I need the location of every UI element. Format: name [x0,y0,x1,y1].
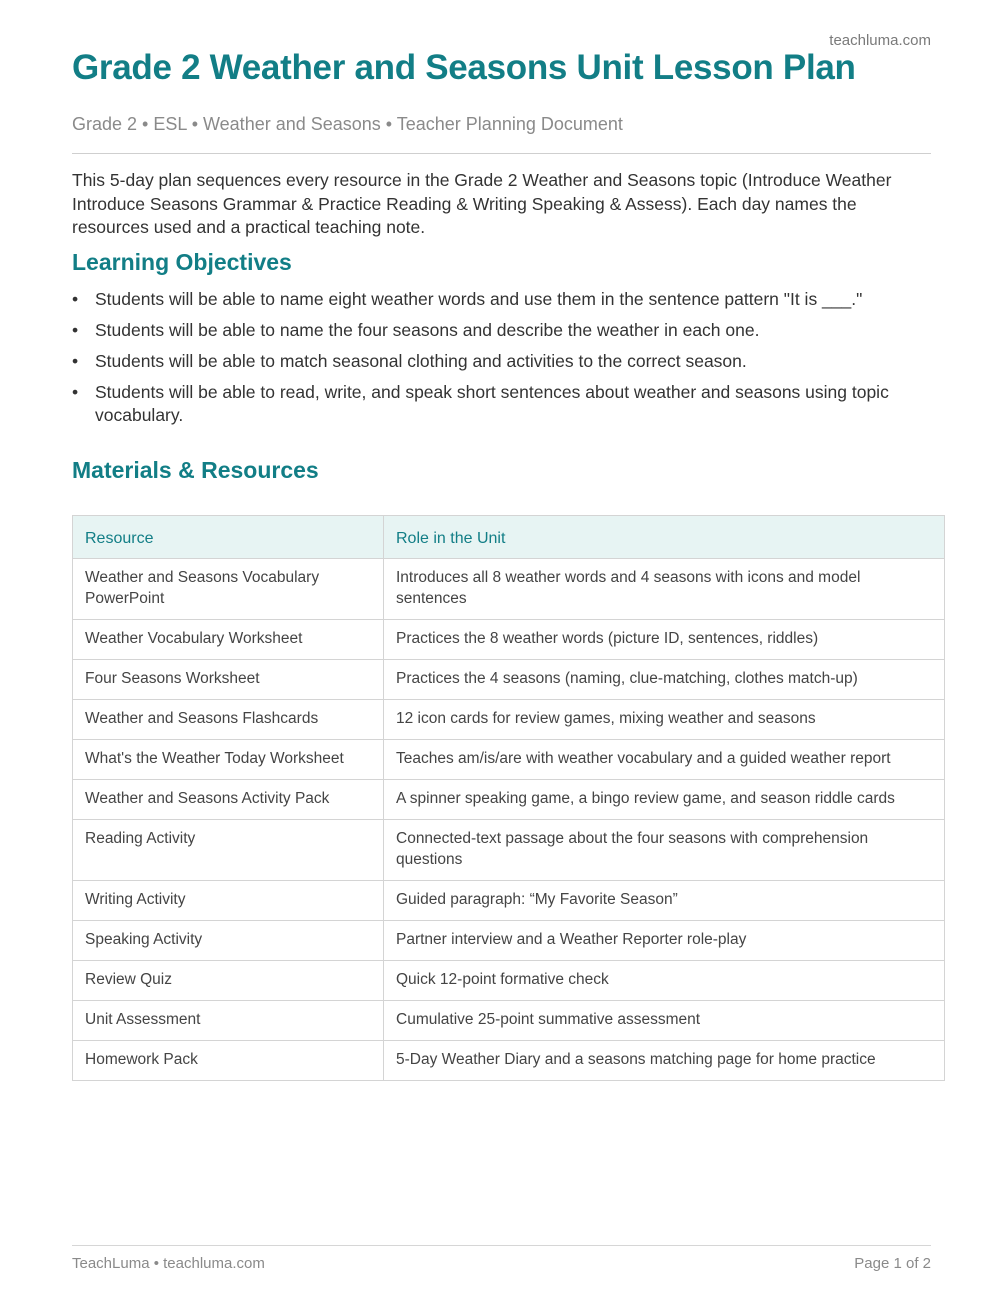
resources-table [72,515,945,1081]
objective-text: Students will be able to name eight weather words and use them in the sentence pattern "It is ___." [95,289,863,309]
role-cell: Introduces all 8 weather words and 4 seasons with icons and model sentences [384,559,945,620]
table-row [73,881,945,921]
role-cell: Connected-text passage about the four seasons with comprehension questions [384,820,945,881]
site-url: teachluma.com [829,32,931,49]
column-header-role: Role in the Unit [384,516,945,559]
role-cell: Partner interview and a Weather Reporter role-play [384,921,945,961]
resource-cell: Weather Vocabulary Worksheet [73,620,384,660]
objective-text: Students will be able to name the four seasons and describe the weather in each one. [95,320,760,340]
objective-text: Students will be able to read, write, and speak short sentences about weather and seasons using topic vocabulary. [95,382,889,425]
objective-text: Students will be able to match seasonal clothing and activities to the correct season. [95,351,747,371]
objective-item [72,288,932,311]
role-cell: 5-Day Weather Diary and a seasons matching page for home practice [384,1041,945,1081]
table-row [73,740,945,780]
resource-cell: Unit Assessment [73,1001,384,1041]
intro-paragraph: This 5-day plan sequences every resource in the Grade 2 Weather and Seasons topic (Introduce Weather Introduce Seasons Grammar & Practice Reading & Writing Speaking & Assess). Each day names the resources used and a practical teaching note. [72,170,892,237]
page-title: Grade 2 Weather and Seasons Unit Lesson Plan [72,48,856,87]
role-cell: A spinner speaking game, a bingo review game, and season riddle cards [384,780,945,820]
resource-cell: Reading Activity [73,820,384,881]
objective-item [72,381,932,427]
table-row [73,921,945,961]
resource-cell: Weather and Seasons Flashcards [73,700,384,740]
table-row [73,1041,945,1081]
resource-cell: Homework Pack [73,1041,384,1081]
bullet-icon: • [72,382,79,402]
role-cell: Quick 12-point formative check [384,961,945,1001]
table-header-row [73,516,945,559]
table-row [73,700,945,740]
table-row [73,961,945,1001]
objective-item [72,319,932,342]
table-row [73,780,945,820]
resource-cell: What's the Weather Today Worksheet [73,740,384,780]
column-header-resource: Resource [73,516,384,559]
table-row [73,559,945,620]
bullet-icon: • [72,351,79,371]
table-row [73,660,945,700]
role-cell: Guided paragraph: “My Favorite Season” [384,881,945,921]
page-subtitle: Grade 2 • ESL • Weather and Seasons • Teacher Planning Document [72,114,623,134]
footer-divider [72,1245,931,1246]
header-divider [72,153,931,154]
resource-cell: Review Quiz [73,961,384,1001]
role-cell: Teaches am/is/are with weather vocabulary and a guided weather report [384,740,945,780]
page-number: Page 1 of 2 [854,1255,931,1272]
resource-cell: Weather and Seasons Vocabulary PowerPoint [73,559,384,620]
footer-brand: TeachLuma • teachluma.com [72,1255,265,1272]
objectives-heading: Learning Objectives [72,249,292,275]
table-row [73,820,945,881]
role-cell: Practices the 4 seasons (naming, clue-matching, clothes match-up) [384,660,945,700]
bullet-icon: • [72,320,79,340]
resource-cell: Speaking Activity [73,921,384,961]
materials-heading: Materials & Resources [72,457,319,483]
resource-cell: Writing Activity [73,881,384,921]
role-cell: Cumulative 25-point summative assessment [384,1001,945,1041]
bullet-icon: • [72,289,79,309]
table-row [73,620,945,660]
role-cell: 12 icon cards for review games, mixing weather and seasons [384,700,945,740]
table-row [73,1001,945,1041]
objectives-list [72,288,932,435]
resource-cell: Weather and Seasons Activity Pack [73,780,384,820]
resource-cell: Four Seasons Worksheet [73,660,384,700]
role-cell: Practices the 8 weather words (picture ID, sentences, riddles) [384,620,945,660]
objective-item [72,350,932,373]
